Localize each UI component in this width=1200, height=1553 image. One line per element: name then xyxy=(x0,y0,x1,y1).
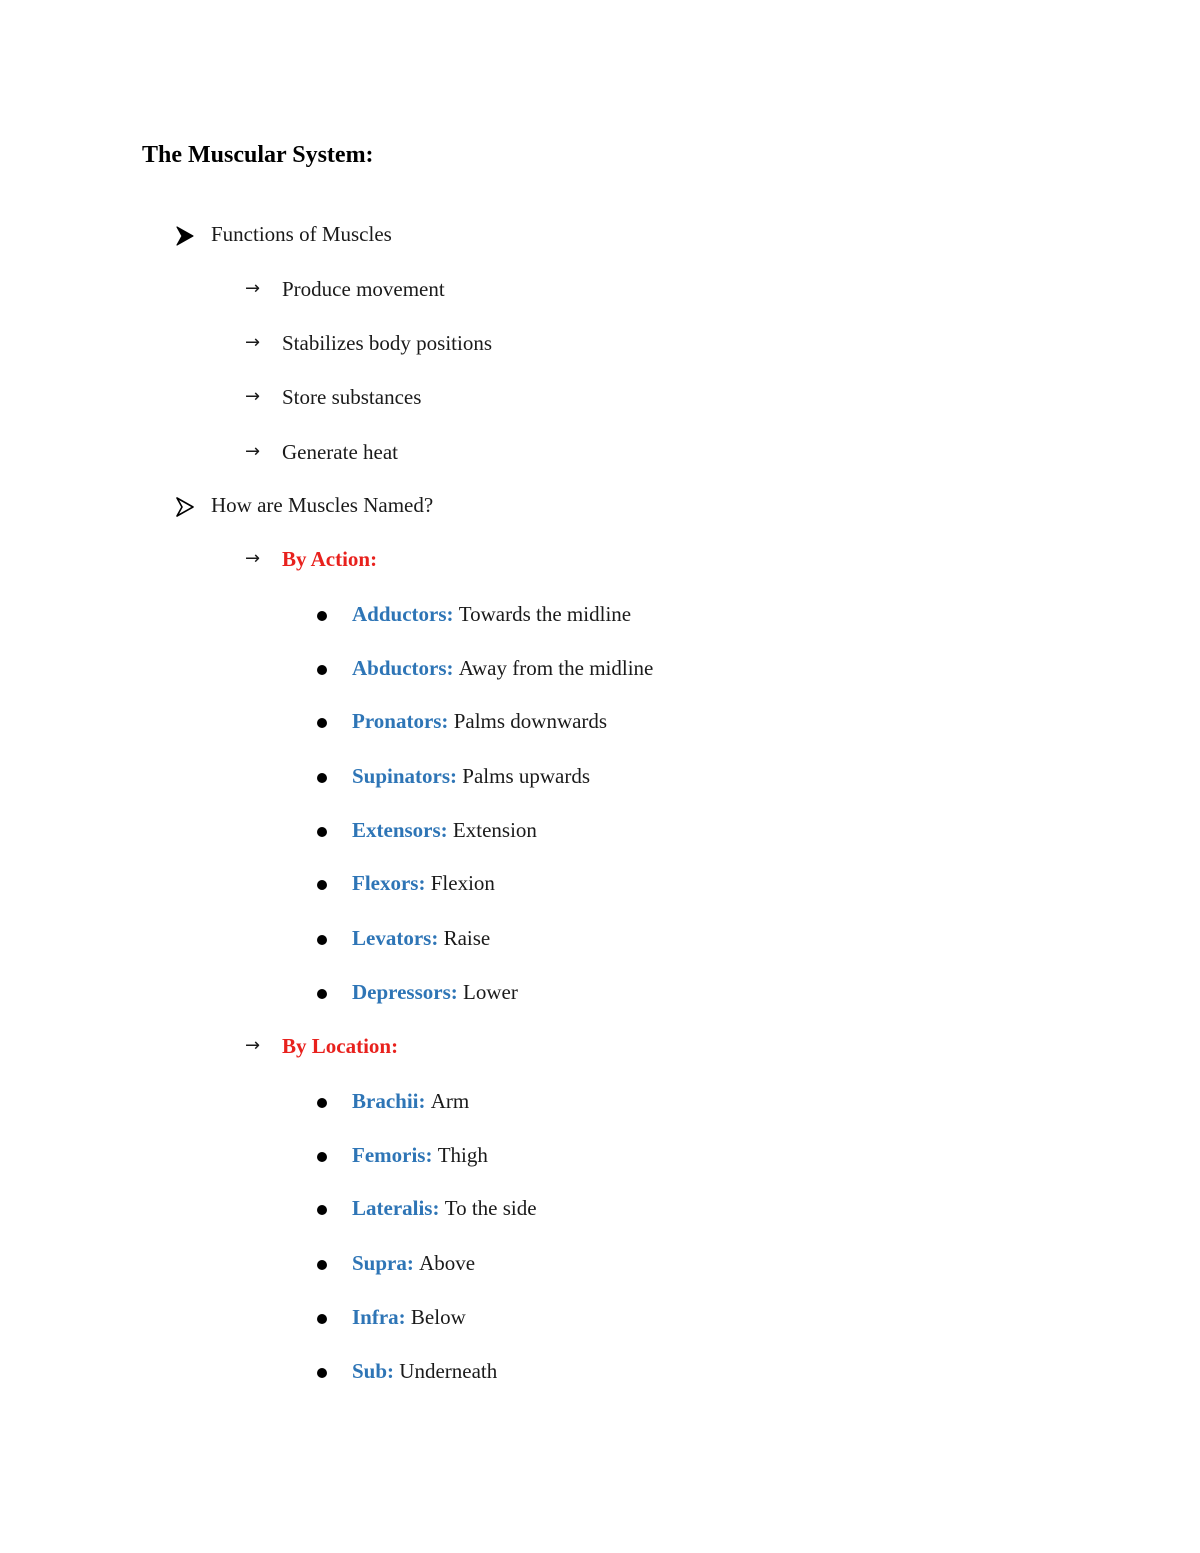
term: Supinators: xyxy=(352,764,458,788)
term: Pronators: xyxy=(352,709,449,733)
definition: Underneath xyxy=(399,1359,498,1383)
bullet-icon xyxy=(317,665,327,675)
definition: Arm xyxy=(430,1089,470,1113)
right-arrow-icon: → xyxy=(245,548,261,569)
category-label: By Location: xyxy=(282,1034,399,1058)
section-heading-text: How are Muscles Named? xyxy=(211,493,434,517)
right-arrow-icon: → xyxy=(245,332,261,353)
bullet-icon xyxy=(317,935,327,945)
term: Adductors: xyxy=(352,602,454,626)
definition: Palms downwards xyxy=(453,709,608,733)
bullet-icon xyxy=(317,611,327,621)
definition: Palms upwards xyxy=(462,764,591,788)
definition: Above xyxy=(419,1251,476,1275)
term: Supra: xyxy=(352,1251,414,1275)
term: Femoris: xyxy=(352,1143,433,1167)
definition-item xyxy=(314,815,537,845)
definition-item xyxy=(314,923,490,953)
list-item-text: Store substances xyxy=(282,385,422,409)
arrowhead-bullet-icon xyxy=(176,219,211,249)
document-title: The Muscular System: xyxy=(142,142,374,168)
term: Sub: xyxy=(352,1359,395,1383)
right-arrow-icon: → xyxy=(245,278,261,299)
definition: Below xyxy=(410,1305,466,1329)
term: Infra: xyxy=(352,1305,406,1329)
definition-item xyxy=(314,1248,475,1278)
bullet-icon xyxy=(317,1368,327,1378)
section-heading-text: Functions of Muscles xyxy=(211,222,392,246)
definition-item xyxy=(314,977,518,1007)
category-label: By Action: xyxy=(282,547,378,571)
list-item-text: Generate heat xyxy=(282,440,399,464)
list-item xyxy=(245,274,445,304)
list-item xyxy=(245,437,398,467)
right-arrow-icon: → xyxy=(245,1035,261,1056)
bullet-icon xyxy=(317,1314,327,1324)
definition-item xyxy=(314,706,607,736)
category-heading xyxy=(245,544,377,574)
term: Abductors: xyxy=(352,656,454,680)
definition: Raise xyxy=(443,926,491,950)
definition-item xyxy=(314,868,495,898)
definition-item xyxy=(314,1086,469,1116)
list-item xyxy=(245,382,421,412)
definition-item xyxy=(314,1140,488,1170)
bullet-icon xyxy=(317,1260,327,1270)
term: Brachii: xyxy=(352,1089,426,1113)
term: Flexors: xyxy=(352,871,426,895)
arrowhead-bullet-icon xyxy=(176,490,211,520)
definition: Lower xyxy=(463,980,518,1004)
section-heading xyxy=(176,490,433,520)
definition-item xyxy=(314,1356,497,1386)
definition-item xyxy=(314,599,631,629)
bullet-icon xyxy=(317,880,327,890)
section-heading xyxy=(176,219,392,249)
list-item-text: Produce movement xyxy=(282,277,445,301)
right-arrow-icon: → xyxy=(245,386,261,407)
bullet-icon xyxy=(317,773,327,783)
definition: Extension xyxy=(452,818,537,842)
definition: Thigh xyxy=(437,1143,488,1167)
bullet-icon xyxy=(317,718,327,728)
term: Extensors: xyxy=(352,818,448,842)
category-heading xyxy=(245,1031,398,1061)
definition-item xyxy=(314,653,653,683)
definition: To the side xyxy=(444,1196,537,1220)
definition: Flexion xyxy=(430,871,495,895)
bullet-icon xyxy=(317,1205,327,1215)
definition-item xyxy=(314,1302,466,1332)
right-arrow-icon: → xyxy=(245,441,261,462)
list-item xyxy=(245,328,492,358)
list-item-text: Stabilizes body positions xyxy=(282,331,492,355)
term: Levators: xyxy=(352,926,439,950)
definition-item xyxy=(314,761,590,791)
definition-item xyxy=(314,1193,537,1223)
term: Depressors: xyxy=(352,980,458,1004)
definition: Towards the midline xyxy=(458,602,632,626)
definition: Away from the midline xyxy=(458,656,654,680)
bullet-icon xyxy=(317,1098,327,1108)
bullet-icon xyxy=(317,1152,327,1162)
bullet-icon xyxy=(317,827,327,837)
bullet-icon xyxy=(317,989,327,999)
term: Lateralis: xyxy=(352,1196,440,1220)
